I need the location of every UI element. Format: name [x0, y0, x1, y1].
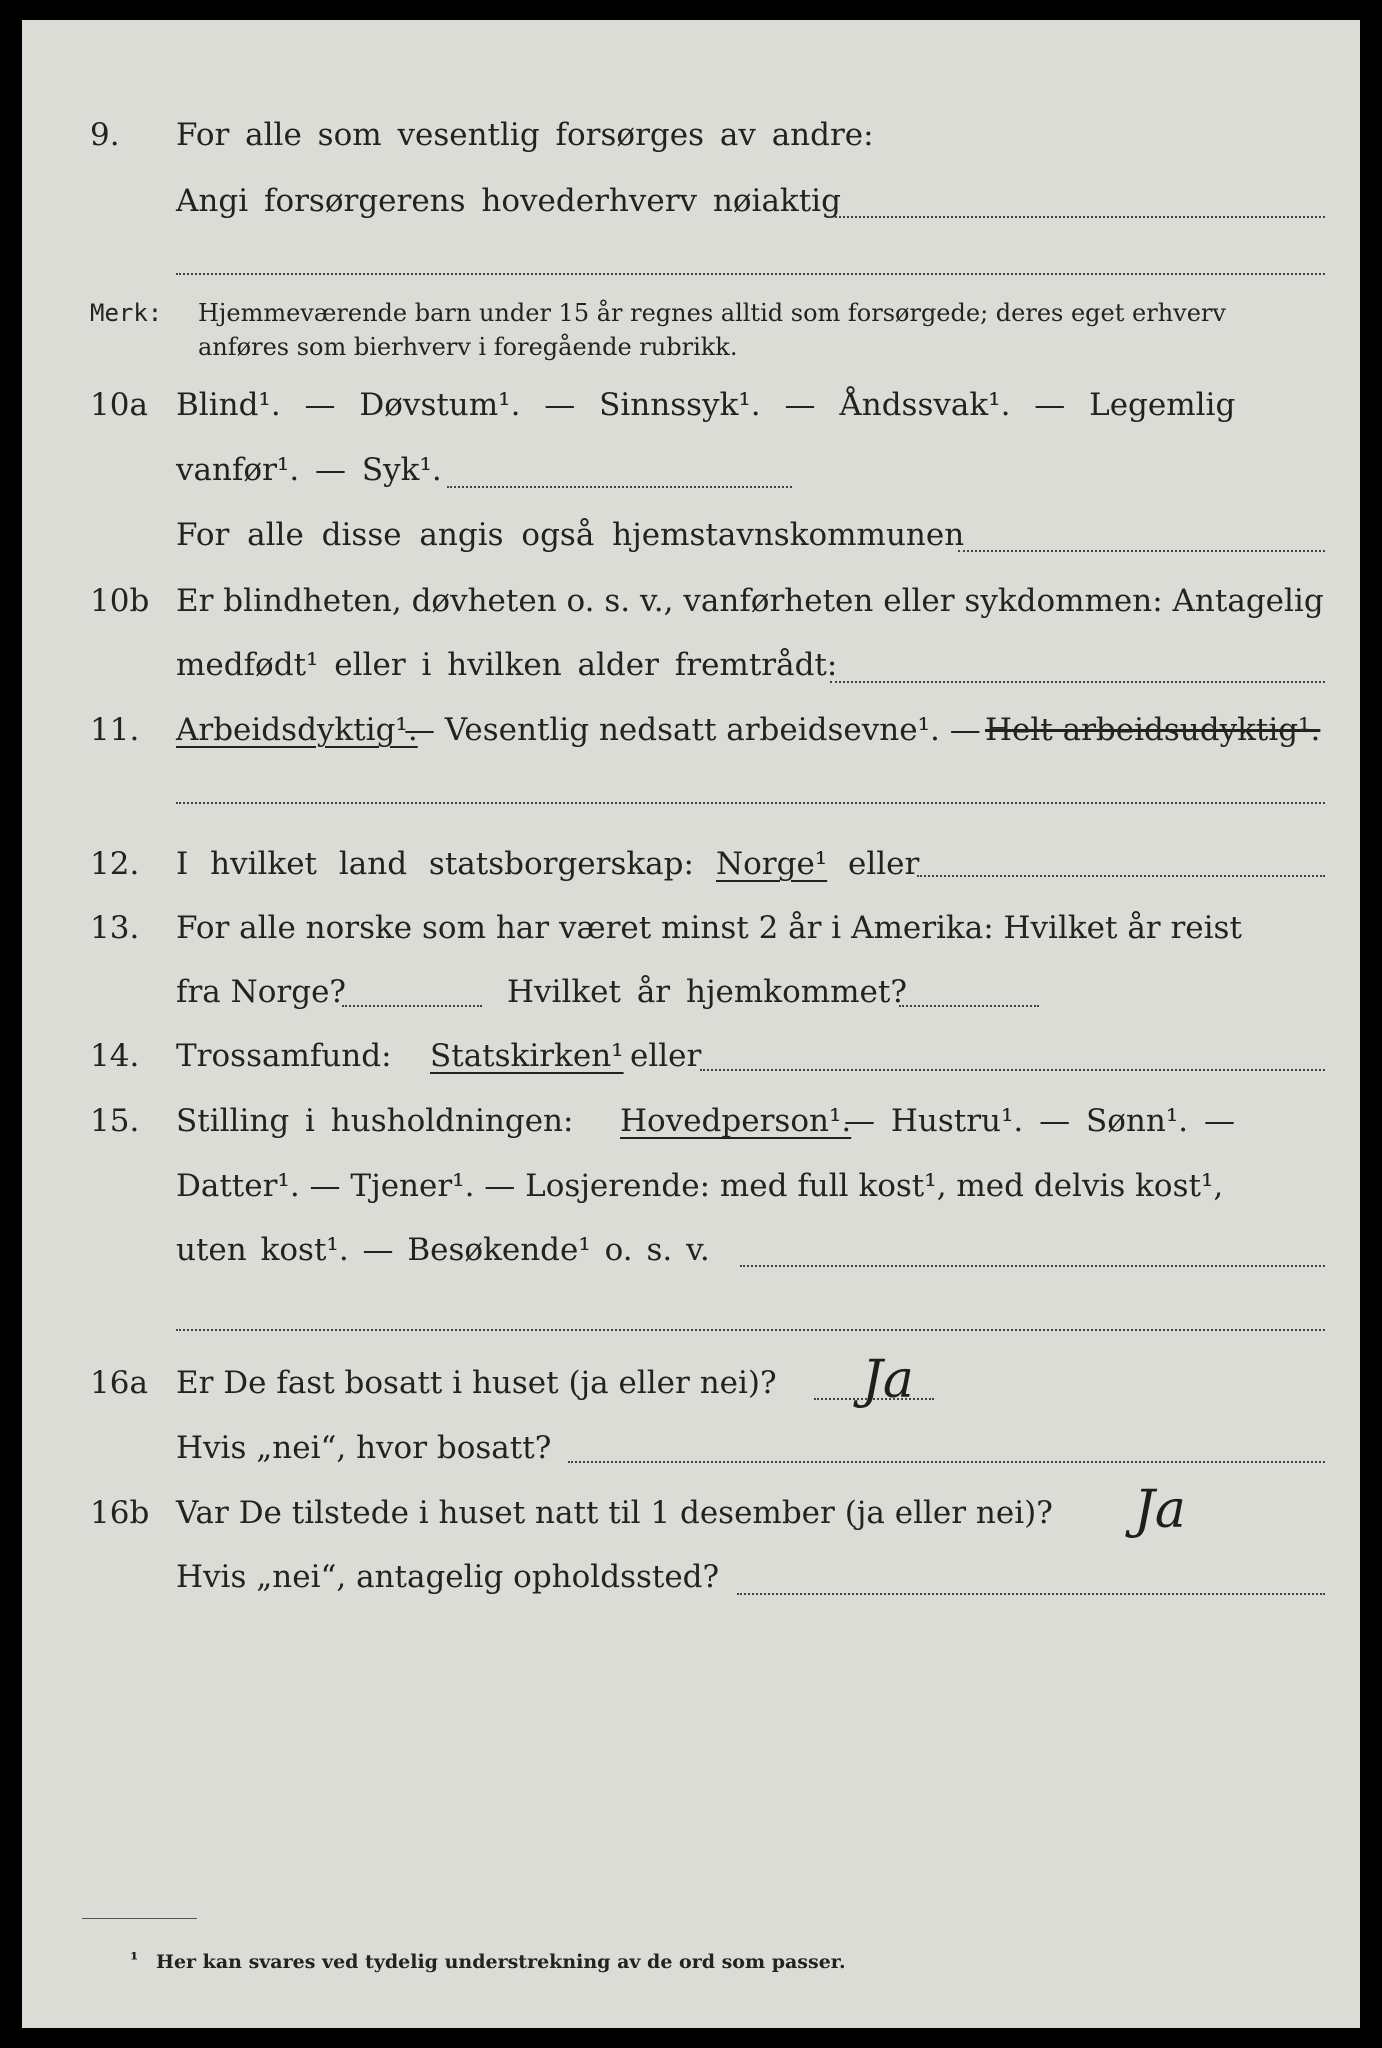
q15-line3: uten kost¹. — Besøkende¹ o. s. v. [176, 1232, 710, 1268]
q16b-line1: Var De tilstede i huset natt til 1 desember (ja eller nei)? [176, 1495, 1053, 1531]
q16b-line2: Hvis „nei“, antagelig opholdssted? [176, 1559, 720, 1595]
q15-option-hovedperson[interactable]: Hovedperson¹. [620, 1103, 852, 1139]
q10b-line1: Er blindheten, døvheten o. s. v., vanførheten eller sykdommen: Antagelig [176, 583, 1324, 619]
q15-line2: Datter¹. — Tjener¹. — Losjerende: med full kost¹, med delvis kost¹, [176, 1168, 1224, 1204]
census-form-page [22, 20, 1360, 2028]
q10a-municipality-line[interactable] [958, 550, 1325, 552]
q16a-handwritten-answer: Ja [862, 1350, 914, 1410]
q16b-number: 16b [90, 1495, 150, 1531]
merk-label: Merk: [90, 299, 163, 327]
q13-line1: For alle norske som har været minst 2 år i Amerika: Hvilket år reist [176, 910, 1242, 946]
q15-answer-line-2[interactable] [176, 1329, 1325, 1331]
q12-eller: eller [848, 846, 920, 882]
q16b-handwritten-answer: Ja [1134, 1480, 1186, 1540]
q9-line2: Angi forsørgerens hovederhverv nøiaktig [176, 183, 841, 219]
q15-number: 15. [90, 1103, 140, 1139]
q10b-answer-line[interactable] [830, 681, 1325, 683]
q11-option-arbeidsdyktig[interactable]: Arbeidsdyktig¹. [176, 712, 418, 748]
q11-option-nedsatt[interactable]: — Vesentlig nedsatt arbeidsevne¹. — [404, 712, 981, 748]
q13-line2b: Hvilket år hjemkommet? [507, 974, 907, 1010]
q15-answer-line[interactable] [740, 1265, 1325, 1267]
q9-answer-line[interactable] [830, 216, 1325, 218]
q10a-line3: For alle disse angis også hjemstavnskommunen [176, 517, 965, 553]
q12-option-norge[interactable]: Norge¹ [716, 846, 828, 882]
merk-line2: anføres som bierhverv i foregående rubrikk. [198, 333, 738, 361]
merk-line1: Hjemmeværende barn under 15 år regnes alltid som forsørgede; deres eget erhverv [198, 299, 1226, 327]
q16b-whereabouts-line[interactable] [737, 1593, 1325, 1595]
q9-number: 9. [90, 117, 120, 153]
q10b-number: 10b [90, 583, 150, 619]
q13-year-left-line[interactable] [342, 1005, 482, 1007]
q11-answer-line[interactable] [176, 802, 1325, 804]
q12-number: 12. [90, 846, 140, 882]
q15-line1-rest: — Hustru¹. — Sønn¹. — [844, 1103, 1235, 1139]
q9-line1: For alle som vesentlig forsørges av andre: [176, 117, 874, 153]
q12-question: I hvilket land statsborgerskap: [176, 846, 694, 882]
q16a-number: 16a [90, 1365, 148, 1401]
q14-question: Trossamfund: [176, 1038, 392, 1074]
q12-answer-line[interactable] [917, 875, 1325, 877]
q11-number: 11. [90, 712, 140, 748]
q14-option-statskirken[interactable]: Statskirken¹ [430, 1038, 624, 1074]
q10a-answer-line[interactable] [447, 486, 792, 488]
q13-number: 13. [90, 910, 140, 946]
q15-question: Stilling i husholdningen: [176, 1103, 574, 1139]
q9-answer-line-2[interactable] [176, 273, 1325, 275]
q16a-line2: Hvis „nei“, hvor bosatt? [176, 1430, 552, 1466]
footnote-rule [82, 1918, 197, 1919]
q13-line2a: fra Norge? [176, 974, 347, 1010]
footnote-mark: ¹ [130, 1949, 139, 1971]
q10b-line2: medfødt¹ eller i hvilken alder fremtrådt: [176, 647, 838, 683]
q10a-line2: vanfør¹. — Syk¹. [176, 452, 442, 488]
q16a-line1: Er De fast bosatt i huset (ja eller nei)? [176, 1365, 777, 1401]
q14-answer-line[interactable] [700, 1069, 1325, 1071]
q13-year-returned-line[interactable] [899, 1005, 1039, 1007]
q14-eller: eller [630, 1038, 702, 1074]
q16a-residence-line[interactable] [568, 1461, 1325, 1463]
q14-number: 14. [90, 1038, 140, 1074]
q11-option-udyktig[interactable]: Helt arbeidsudyktig¹. [985, 712, 1321, 748]
q10a-line1: Blind¹. — Døvstum¹. — Sinnssyk¹. — Åndssvak¹. — Legemlig [176, 387, 1236, 423]
footnote-text: Her kan svares ved tydelig understrekning av de ord som passer. [156, 1951, 846, 1973]
q10a-number: 10a [90, 387, 148, 423]
